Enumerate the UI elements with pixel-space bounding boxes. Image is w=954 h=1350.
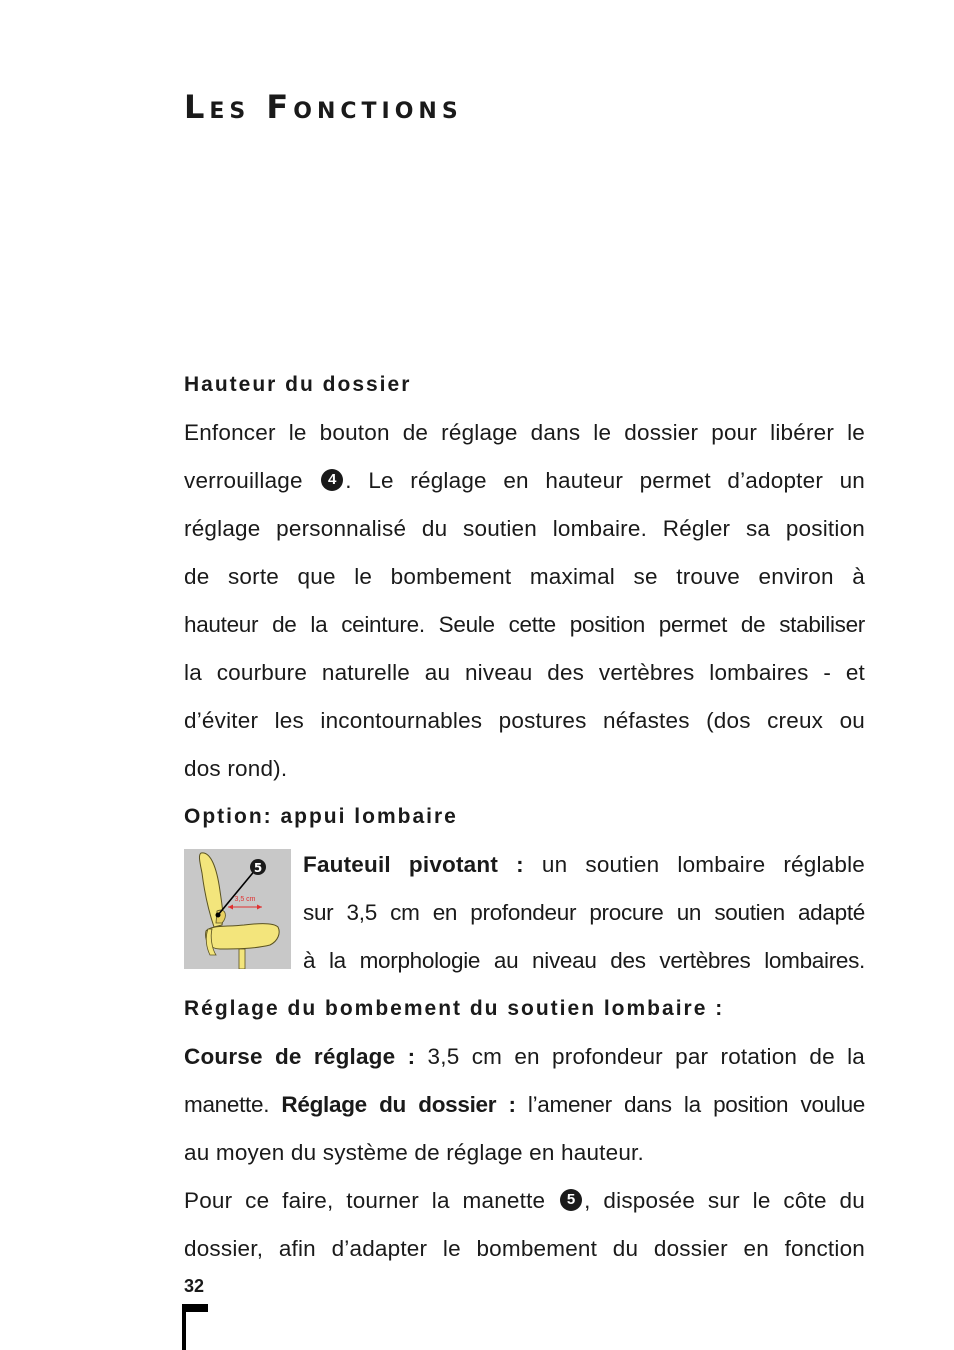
page-number: 32 (184, 1276, 205, 1296)
text-run: un soutien lombaire réglable (523, 852, 866, 877)
marker-4-icon: 4 (321, 469, 343, 491)
text-run: . Le réglage en hauteur permet d’adopter un (345, 468, 865, 493)
text-run: l’amener dans la position voulue (515, 1092, 865, 1117)
chair-lumbar-figure (184, 849, 291, 969)
paragraph-line: d’éviter les incontournables postures néfastes (dos creux ou (184, 708, 865, 733)
text-run: manette. (184, 1092, 282, 1117)
paragraph-line (303, 841, 865, 889)
figure-measure-label: 3,5 cm (234, 896, 256, 903)
bold-label-course: Course de réglage : (184, 1044, 416, 1069)
paragraph-line (184, 1177, 865, 1225)
text-run: 3,5 cm en profondeur par rotation de la (415, 1044, 866, 1069)
bold-label-dossier: Réglage du dossier : (281, 1092, 516, 1117)
text-run: , disposée sur le côte du (584, 1188, 865, 1213)
figure-marker-5: 5 (253, 861, 263, 875)
paragraph-line (184, 457, 865, 505)
content-column (184, 361, 865, 1273)
paragraph-line (184, 1081, 865, 1129)
page-title: Les Fonctions (184, 88, 463, 126)
paragraph-line: réglage personnalisé du soutien lombaire. Régler sa position (184, 516, 865, 541)
option-block (184, 841, 865, 985)
bold-label-fauteuil: Fauteuil pivotant : (303, 852, 524, 877)
section-heading-option: Option: appui lombaire (184, 805, 458, 828)
corner-mark-horizontal (182, 1304, 208, 1312)
paragraph-line: hauteur de la ceinture. Seule cette position permet de stabiliser (184, 612, 865, 637)
paragraph-line: à la morphologie au niveau des vertèbres lombaires. (303, 948, 865, 973)
paragraph-line: dos rond). (184, 756, 288, 781)
option-text (303, 841, 865, 985)
paragraph-line: au moyen du système de réglage en hauteur. (184, 1140, 644, 1165)
paragraph-line: Enfoncer le bouton de réglage dans le dossier pour libérer le (184, 420, 865, 445)
paragraph-line: de sorte que le bombement maximal se trouve environ à (184, 564, 865, 589)
text-run: Pour ce faire, tourner la manette (184, 1188, 546, 1213)
paragraph-line (184, 1033, 865, 1081)
chair-illustration-icon (184, 849, 291, 969)
paragraph-line: sur 3,5 cm en profondeur procure un soutien adapté (303, 900, 865, 925)
paragraph-line: dossier, afin d’adapter le bombement du dossier en fonction (184, 1236, 865, 1261)
marker-5-icon: 5 (560, 1189, 582, 1211)
paragraph-line: la courbure naturelle au niveau des vertèbres lombaires - et (184, 660, 865, 685)
text-run: verrouillage (184, 468, 303, 493)
section-heading-bombement: Réglage du bombement du soutien lombaire : (184, 997, 725, 1020)
section-heading-hauteur: Hauteur du dossier (184, 373, 412, 396)
